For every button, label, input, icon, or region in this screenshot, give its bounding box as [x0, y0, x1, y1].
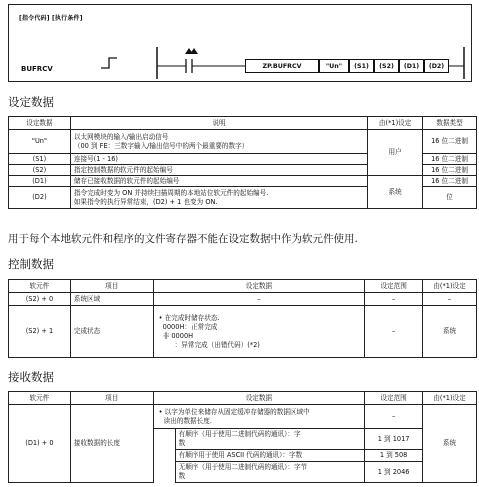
col-header: 设定数据	[9, 117, 71, 130]
ladder-diagram	[8, 4, 472, 82]
col-header: 软元件	[9, 280, 71, 293]
control-data: –	[153, 293, 365, 306]
setting-type: 16 位二进制	[423, 130, 477, 154]
col-header: 设定范围	[365, 280, 423, 293]
col-header: 由(*1)设定	[368, 117, 423, 130]
ladder-cell-un: "Un"	[319, 59, 349, 73]
setting-table	[8, 116, 477, 209]
receive-range: –	[365, 405, 423, 429]
control-range: –	[365, 293, 423, 306]
setting-type: 16 位二进制	[423, 176, 477, 187]
setting-header-row	[9, 117, 477, 130]
ladder-cell-s1: (S1)	[349, 59, 374, 73]
control-header-row	[9, 280, 477, 293]
setting-desc: 指定控制数据的软元件的起始编号	[70, 165, 367, 176]
setting-heading: 设定数据	[8, 95, 54, 109]
indent-spacer	[153, 429, 175, 483]
setting-type: 16 位二进制	[423, 154, 477, 165]
col-header: 设定范围	[365, 392, 423, 405]
control-device: (S2) + 0	[9, 293, 71, 306]
setting-item: (S1)	[9, 154, 71, 165]
ladder-header: [指令代码] [执行条件]	[19, 15, 83, 22]
control-range: –	[365, 306, 423, 358]
table-row	[9, 405, 477, 429]
control-heading: 控制数据	[8, 257, 54, 271]
col-header: 数据类型	[423, 117, 477, 130]
note-text: 用于每个本地软元件和程序的文件寄存器不能在设定数据中作为软元件使用.	[8, 233, 358, 245]
receive-sub: 有顺序（用于使用二进制代码的通讯）：字 数	[175, 429, 365, 450]
receive-by: 系统	[423, 405, 477, 483]
receive-sub: 有顺序用于使用 ASCII 代码的通讯）：字数	[175, 450, 365, 462]
col-header: 项目	[70, 280, 153, 293]
control-data: • 在完成时储存状态. 0000H：正常完成 非 0000H ：异常完成（出错代码）(*2)	[153, 306, 365, 358]
setting-desc: 连接号(1 - 16)	[70, 154, 367, 165]
setting-item: (D2)	[9, 187, 71, 209]
ladder-cell-d1: (D1)	[399, 59, 424, 73]
col-header: 由(*1)设定	[423, 392, 477, 405]
setting-desc: 指令完成时变为 ON 并持续扫描周期的本地站位软元件的起始编号. 如果指令的执行异常结束，(D2) + 1 也变为 ON.	[70, 187, 367, 209]
table-row	[9, 293, 477, 306]
setting-type: 16 位二进制	[423, 165, 477, 176]
control-item: 系统区域	[70, 293, 153, 306]
col-header: 由(*1)设定	[423, 280, 477, 293]
receive-item: 接收数据的长度	[70, 405, 153, 483]
col-header: 设定数据	[153, 392, 364, 405]
col-header: 说明	[70, 117, 367, 130]
control-by: –	[423, 293, 477, 306]
setting-item: "Un"	[9, 130, 71, 154]
ladder-cell-d2: (D2)	[424, 59, 449, 73]
control-item: 完成状态	[70, 306, 153, 358]
setting-item: (S2)	[9, 165, 71, 176]
control-by: 系统	[423, 306, 477, 358]
receive-range: 1 到 508	[365, 450, 423, 462]
table-row	[9, 306, 477, 358]
table-row	[9, 130, 477, 154]
control-table	[8, 279, 477, 358]
receive-heading: 接收数据	[8, 370, 54, 384]
ladder-cell-s2: (S2)	[374, 59, 399, 73]
instruction-name: BUFRCV	[21, 65, 53, 73]
receive-header-row	[9, 392, 477, 405]
receive-table	[8, 391, 477, 483]
receive-device: (D1) + 0	[9, 405, 71, 483]
setting-desc: 以太网模块的输入/输出启动信号 （00 到 FE：三数字输入/输出信号中的两个最重要的数字）	[70, 130, 367, 154]
receive-range: 1 到 1017	[365, 429, 423, 450]
setting-desc: 储存已接收数据的软元件的起始编号	[70, 176, 367, 187]
setting-item: (D1)	[9, 176, 71, 187]
receive-range: 1 到 2046	[365, 462, 423, 483]
setting-type: 位	[423, 187, 477, 209]
col-header: 设定数据	[153, 280, 365, 293]
ladder-cell-instruction: ZP.BUFRCV	[245, 59, 319, 73]
col-header: 项目	[70, 392, 153, 405]
receive-sub: 无顺序（用于使用二进制代码的通讯）：字节 数	[175, 462, 365, 483]
set-by-user: 用户	[368, 130, 423, 176]
control-device: (S2) + 1	[9, 306, 71, 358]
col-header: 软元件	[9, 392, 71, 405]
table-row	[9, 176, 477, 187]
set-by-system: 系统	[368, 176, 423, 209]
receive-intro: • 以字为单位来储存从固定缓冲存储器的数据区域中 读出的数据长度.	[153, 405, 364, 429]
